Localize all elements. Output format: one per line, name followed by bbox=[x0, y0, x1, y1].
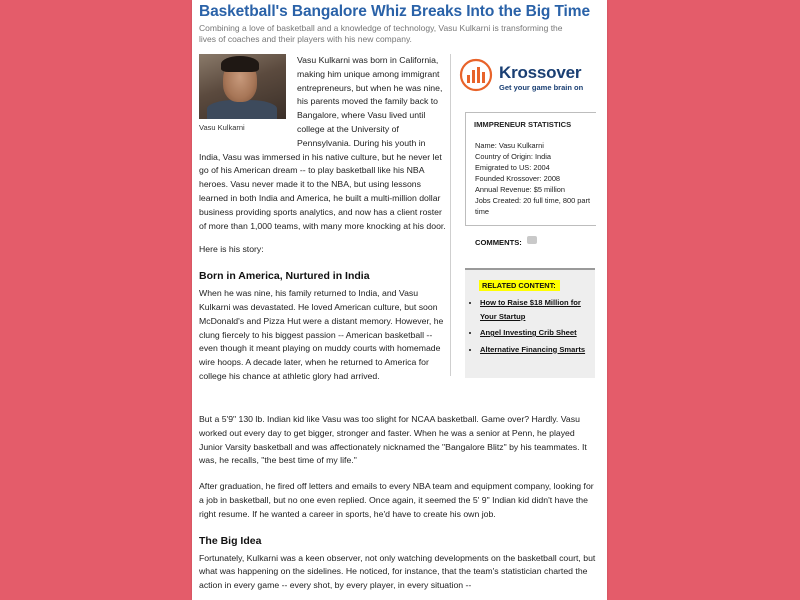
stat-line: Jobs Created: 20 full time, 800 part time bbox=[475, 196, 591, 216]
main-column bbox=[199, 54, 449, 396]
logo-tagline: Get your game brain on bbox=[499, 83, 584, 92]
article-deck: Combining a love of basketball and a knowledge of technology, Vasu Kulkarni is transforming the lives of coaches and their players with his new company. bbox=[199, 23, 563, 44]
related-content-heading: RELATED CONTENT: bbox=[479, 280, 560, 291]
krossover-logo-icon bbox=[459, 58, 495, 92]
photo-figure bbox=[199, 54, 291, 133]
comments-label: COMMENTS: bbox=[475, 238, 522, 247]
stat-line: Country of Origin: India bbox=[475, 152, 551, 161]
comment-bubble-icon[interactable] bbox=[527, 236, 537, 244]
statistics-box bbox=[465, 112, 596, 226]
photo-caption: Vasu Kulkarni bbox=[199, 123, 245, 132]
section-heading-big-idea: The Big Idea bbox=[199, 534, 262, 547]
author-photo bbox=[199, 54, 286, 119]
wide-column bbox=[199, 413, 599, 600]
story-intro: Here is his story: bbox=[199, 244, 264, 255]
krossover-logo[interactable] bbox=[459, 58, 589, 94]
intro-paragraph: Vasu Kulkarni was born in California, making him unique among immigrant entrepreneurs, but when he was nine, his parents moved the family back to Bangalore, where Vasu lived until college at the University of Pennsylvania. During his youth in India, Vasu was immersed in his native culture, but he never let go of his American dream -- to play basketball like his NBA heroes. Vasu never made it to the NBA, but using lessons learned in both India and America, he built a multi-million dollar business providing sports analytics, and now has a client roster of more than 1,000 teams, with many more knocking at his door. bbox=[199, 55, 446, 231]
stat-line: Name: Vasu Kulkarni bbox=[475, 141, 544, 150]
related-content-box bbox=[465, 268, 595, 378]
section1-paragraph-1: When he was nine, his family returned to India, and Vasu Kulkarni was devastated. He loved American culture, but soon McDonald's and Pizza Hut were a distant memory. However, he clung fiercely to his biggest passion -- American basketball -- even though it meant playing on muddy courts with homemade wire hoops. A decade later, when he returned to America for college his chance at athletic glory had arrived. bbox=[199, 288, 444, 381]
section2-paragraph-1: Fortunately, Kulkarni was a keen observer, not only watching developments on the basketball court, but what was happening on the sidelines. He noticed, for instance, that the team's statistician charted the action in every game -- every shot, by every player, in every situation -- bbox=[199, 552, 596, 591]
stat-line: Annual Revenue: $5 million bbox=[475, 185, 565, 194]
logo-text: Krossover bbox=[499, 63, 582, 82]
section1-paragraph-2: But a 5'9" 130 lb. Indian kid like Vasu was too slight for NCAA basketball. Game over? Hardly. Vasu worked out every day to get bigger, stronger and faster. When he was a senior at Penn, he played Junior Varsity basketball and was affectionately nicknamed the "Bangalore Blitz" by his teammates. It was, he recalls, "the best time of my life." bbox=[199, 414, 587, 466]
section-heading-born: Born in America, Nurtured in India bbox=[199, 270, 370, 283]
article-title: Basketball's Bangalore Whiz Breaks Into the Big Time bbox=[199, 3, 590, 20]
related-link[interactable]: • How to Raise $18 Million for Your Startup bbox=[480, 296, 598, 323]
related-links-list bbox=[470, 296, 598, 359]
stat-line: Founded Krossover: 2008 bbox=[475, 174, 561, 183]
related-link[interactable]: • Angel Investing Crib Sheet bbox=[480, 326, 598, 340]
stat-line: Emigrated to US: 2004 bbox=[475, 163, 550, 172]
section1-paragraph-3: After graduation, he fired off letters and emails to every NBA team and equipment company, looking for a job in basketball, but no one even replied. Once again, it seemed the 5' 9" Indian kid didn't have the right resume. If he wanted a career in sports, he'd have to create his own job. bbox=[199, 481, 594, 519]
related-link[interactable]: • Alternative Financing Smarts bbox=[480, 343, 598, 357]
sidebar-divider bbox=[450, 54, 451, 376]
article-page bbox=[192, 0, 607, 600]
statistics-heading: IMMPRENEUR STATISTICS bbox=[474, 120, 572, 129]
comments-link[interactable] bbox=[475, 238, 537, 247]
